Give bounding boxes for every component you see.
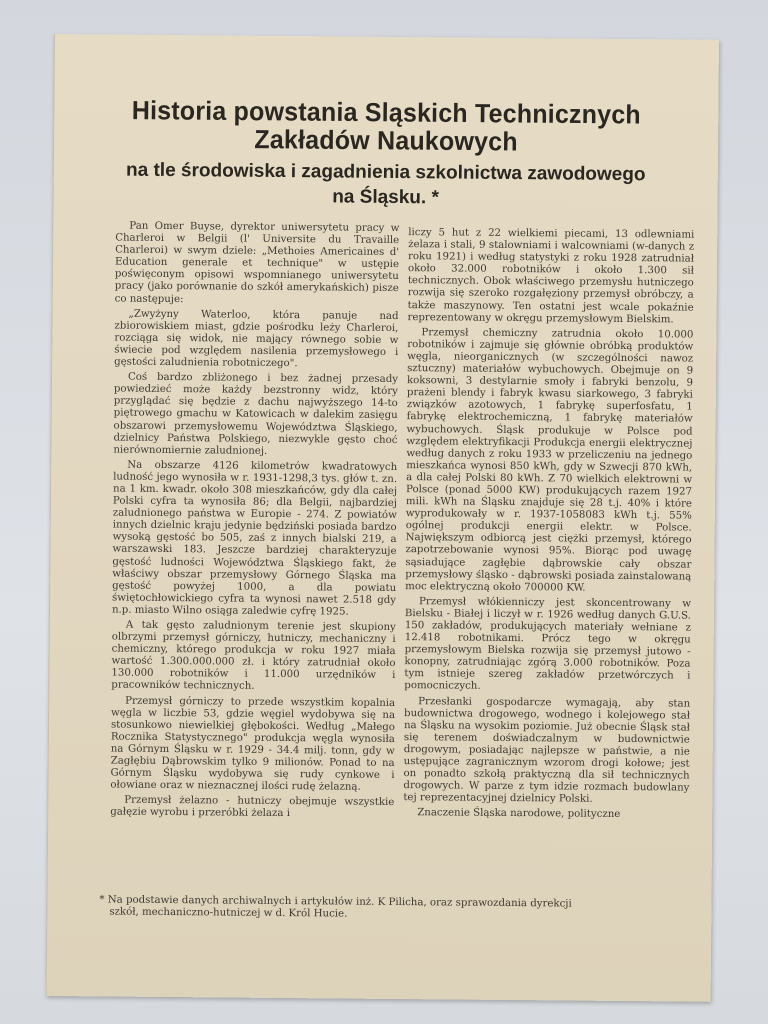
- paragraph: Pan Omer Buyse, dyrektor uniwersytetu pracy w Charleroi w Belgii (l' Universite du Travaille Charleroi) w swym dziele: „Methoies Americaines d' Education generale et technique" w ustępie poświęconym opisowi wspomnianego uniwersytetu pracy (jako porównanie do szkół amerykańskich) pisze co następuje:: [114, 220, 400, 305]
- paragraph: Coś bardzo zbliżonego i bez żadnej przesady powiedzieć może każdy bezstronny widz, który przyglądać się będzie z dachu najwyższego 14-to piętrowego gmachu w Katowicach w dalekim zasięgu obszarowi przemysłowemu Województwa Śląskiego, dzielnicy Państwa Polskiego, niezwykle gęsto choć nierównomiernie zaludnionej.: [113, 371, 399, 457]
- footnote-line-1: * Na podstawie danych archiwalnych i artykułów inż. K Pilicha, oraz sprawozdania dyrekcji: [99, 894, 572, 910]
- footnote-line-2: szkół, mechaniczno-hutniczej w d. Król Hucie.: [109, 906, 348, 920]
- paragraph: liczy 5 hut z 22 wielkiemi piecami, 13 odlewniami żelaza i stali, 9 stalowniami i walcowniami (w-danych z roku 1921) i według statystyki z roku 1928 zatrudniał około 32.000 robotników i około 1.300 sił technicznych. Obok właściwego przemysłu hutniczego rozwija się szeroko rozgałęziony przemysł obróbczy, a także maszynowy. Ten ostatni jest wcale pokaźnie reprezentowany w okręgu przemysłowym Bielskim.: [407, 227, 695, 326]
- title-block: [53, 96, 718, 212]
- paragraph: Przesłanki gospodarcze wymagają, aby stan budownictwa drogowego, wodnego i kolejowego stał na Śląsku na wysokim poziomie. Już obecnie Śląsk stał się terenem doświadczalnym w budownictwie drogowym, posiadając najlepsze w państwie, a nie ustępujące zagranicznym wzorom drogi kołowe; jest on ponadto szkołą praktyczną dla sił technicznych drogowych. W parze z tym idzie rozmach budowlany tej reprezentacyjnej dzielnicy Polski.: [403, 695, 691, 806]
- paragraph: „Zwyżyny Waterloo, która panuje nad zbiorowiskiem miast, gdzie pośrodku leży Charleroi, rozciąga się widok, nie mający równego sobie w świecie pod względem nasilenia przemysłowego i gęstości zaludnienia robotniczego".: [114, 308, 399, 370]
- document-page: [46, 34, 719, 1002]
- paragraph: Przemysł włókienniczy jest skoncentrowany w Bielsku - Białej i liczył w r. 1926 według danych G.U.S. 150 zakładów, produkujących materiały wełniane z 12.418 robotnikami. Prócz tego w okręgu przemysłowym Bielska rozwija się przemysł jutowo - konopny, zatrudniając zgórą 3.000 robotników. Poza tym istnieje szereg zakładów przetwórczych i pomocniczych.: [404, 596, 692, 693]
- left-column: [110, 221, 399, 825]
- paragraph: Przemysł chemiczny zatrudnia około 10.000 robotników i zajmuje się głównie obróbką produktów węgla, nieorganicznych (w szczególności nawoz sztuczny) materiałów wybuchowych. Obejmuje on 9 koksowni, 3 destylarnie smoły i fabryki benzolu, 9 prażeni blendy i fabryk kwasu siarkowego, 3 fabryki związków azotowych, 1 fabrykę superfosfatu, 1 fabrykę elektrochemiczną, 1 fabrykę materiałów wybuchowych. Śląsk produkuje w Polsce pod względem elektryfikacji Produkcja energii elektrycznej według danych z roku 1933 w przeliczeniu na jednego mieszkańca wynosi 850 kWh, gdy w Szwecji 870 kWh, a dla całej Polski 80 kWh. Z 70 wielkich elektrowni w Polsce (ponad 5000 KW) produkujących razem 1927 mili. kWh na Śląsku znajduje się 28 t.j. 40% i które wyprodukowały w r. 1937-1058083 kWh t.j. 55% ogólnej produkcji energii elektr. w Polsce. Największym odbiorcą jest ciężki przemysł, którego zapotrzebowanie wynosi 95%. Biorąc pod uwagę sąsiadujące zagłębie dąbrowskie cały obszar przemysłowy śląsko - dąbrowski posiada zainstalowaną moc elektryczną około 700000 KW.: [405, 326, 694, 594]
- paragraph: Na obszarze 4126 kilometrów kwadratowych ludność jego wynosiła w r. 1931-1298,3 tys. głów t. zn. na 1 km. kwadr. około 308 mieszkańców, gdy dla całej Polski cyfra ta wynosiła 86; dla Belgii, najbardziej zaludnionego państwa w Europie - 274. Z powiatów innych dzielnic kraju jedynie będziński posiada bardzo wysoką gęstość bo 505, zaś z innych bialski 219, a warszawski 183. Jeszcze bardziej charakteryzuje gęstość ludności Województwa Śląskiego fakt, że właściwy obszar przemysłowy Górnego Śląska ma gęstość powyżej 1000, a dla powiatu świętochłowickiego cyfra ta wynosi nawet 2.518 gdy n.p. miasto Wilno osiąga zaledwie cyfrę 1925.: [111, 459, 398, 618]
- right-column: [403, 227, 694, 825]
- subtitle-line-2: na Śląsku. *: [332, 186, 440, 209]
- paragraph: Przemysł żelazno - hutniczy obejmuje wszystkie gałęzie wyrobu i przeróbki żelaza i: [110, 794, 395, 820]
- paragraph: Znaczenie Śląska narodowe, polityczne: [417, 807, 621, 821]
- subtitle-line-1: na tle środowiska i zagadnienia szkolnictwa zawodowego: [125, 159, 646, 186]
- title-line-2: Zakładów Naukowych: [254, 125, 518, 157]
- paragraph: A tak gęsto zaludnionym terenie jest skupiony olbrzymi przemysł górniczy, hutniczy, mechaniczny i chemiczny, którego produkcja w roku 1927 miała wartość 1.300.000.000 zł. i który zatrudniał około 130.000 robotników i 11.000 urzędników i pracowników technicznych.: [111, 619, 396, 693]
- title-line-1: Historia powstania Sląskich Technicznych: [131, 95, 641, 130]
- paragraph: Przemysł górniczy to przede wszystkim kopalnia węgla w liczbie 53, gdzie węgiel wydobywa się na stosunkowo niewielkiej głębokości. Według „Małego Rocznika Statystycznego" produkcja węgla wynosiła na Górnym Śląsku w r. 1929 - 34.4 milj. tonn, gdy w Zagłębiu Dąbrowskim tylko 9 milionów. Ponad to na Górnym Śląsku wydobywa się rudy cynkowe i ołowiane oraz w nieznacznej ilości rudę żelazną.: [110, 695, 396, 793]
- footnote: [99, 894, 659, 923]
